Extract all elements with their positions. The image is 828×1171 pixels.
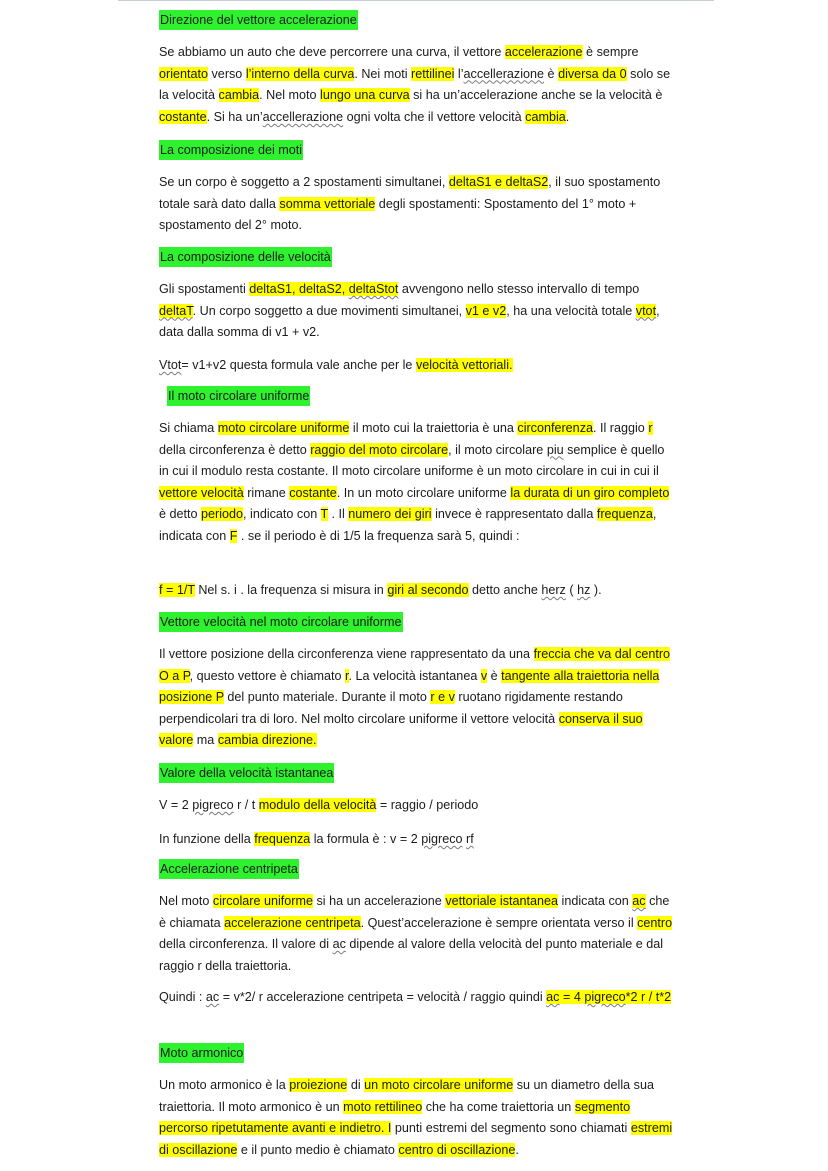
text-run: , questo vettore è chiamato [189, 668, 345, 683]
highlighted-text: moto rettilineo [343, 1099, 423, 1114]
section-heading: Vettore velocità nel moto circolare uniforme [159, 612, 403, 632]
highlighted-text: v1 e v2 [465, 303, 507, 318]
text-run: Gli spostamenti [159, 282, 250, 296]
section-heading: Direzione del vettore accelerazione [159, 10, 358, 30]
highlighted-text: segmento percorso ripetutamente avanti e indietro. I [159, 1099, 631, 1136]
highlighted-text: costante [159, 109, 207, 124]
highlighted-text: circonferenza [517, 421, 593, 435]
highlighted-text: pigreco [584, 990, 626, 1004]
highlighted-text: rettilinei [411, 66, 455, 81]
text-run: semplice è quello in cui il modulo resta costante. Il moto circolare uniforme è un moto circolare in cui in cui il [159, 442, 665, 479]
page-top-border [118, 0, 714, 1]
text-run: la formula è : v = 2 [310, 832, 422, 846]
highlighted-text: giri al secondo [387, 583, 469, 597]
text-run: In funzione della [159, 832, 255, 846]
highlighted-text: F [229, 528, 238, 543]
paragraph [159, 987, 674, 1009]
text-run: Nel moto [159, 894, 213, 908]
text-run: ma [193, 733, 218, 748]
section-heading-wrap [159, 612, 403, 632]
highlighted-text: modulo della velocità [258, 798, 377, 812]
text-run: indicata con [558, 894, 633, 908]
text-run: invece è rappresentato dalla [431, 507, 597, 522]
text-run: degli spostamenti: Spostamento del 1° moto + spostamento del 2° moto. [159, 196, 637, 233]
text-run: = v1+v2 questa formula vale anche per le [181, 358, 416, 372]
highlighted-text: circolare uniforme [212, 894, 313, 908]
text-run: . La velocità istantanea [348, 668, 481, 683]
highlighted-text: frequenza [596, 507, 653, 522]
text-run: punti estremi del segmento sono chiamati [391, 1121, 631, 1136]
spellcheck-word: ac [332, 937, 346, 952]
highlighted-text: frequenza [254, 832, 311, 846]
highlighted-text: r [648, 421, 653, 435]
text-run: ruotano rigidamente restando perpendicolari tra di loro. Nel molto circolare uniforme il vettore velocità [159, 690, 623, 726]
paragraph [159, 644, 674, 752]
paragraph [159, 279, 674, 344]
section-heading: Il moto circolare uniforme [167, 386, 310, 406]
text-run: . se il periodo è di 1/5 la frequenza sarà 5, quindi : [237, 528, 520, 543]
highlighted-text: la durata di un giro completo [510, 485, 670, 500]
text-run: su un diametro della sua traiettoria. Il moto armonico è un [159, 1078, 654, 1114]
text-run: si ha un’accelerazione anche se la velocità è [409, 88, 663, 103]
text-run: che ha come traiettoria un [422, 1099, 575, 1114]
text-run: , indicata con [159, 507, 657, 543]
highlighted-text: estremi di oscillazione [159, 1121, 673, 1157]
text-run: e il punto medio è chiamato [237, 1142, 399, 1157]
highlighted-text: numero dei giri [348, 507, 432, 522]
text-run: Il vettore posizione della circonferenza viene rappresentato da una [159, 647, 534, 661]
paragraph [159, 795, 674, 817]
text-run: del punto materiale. Durante il moto [223, 690, 431, 705]
highlighted-text: r [345, 668, 349, 683]
highlighted-text: vettoriale istantanea [445, 894, 559, 908]
highlighted-text: deltaT [159, 303, 193, 318]
text-run: Se abbiamo un auto che deve percorrere una curva, il vettore [159, 45, 505, 59]
text-run: il moto cui la traiettoria è una [349, 421, 518, 435]
section-heading-wrap [159, 763, 334, 783]
text-run: V = 2 [159, 798, 193, 812]
text-run: ogni volta che il vettore velocità [343, 109, 526, 124]
highlighted-text: T [320, 507, 328, 522]
text-run: è [544, 66, 559, 81]
highlighted-text: raggio del moto circolare [310, 442, 449, 457]
section-heading-wrap [159, 247, 332, 267]
text-run: ( [565, 583, 578, 597]
highlighted-text: *2 r / t*2 [625, 990, 672, 1004]
highlighted-text: centro di oscillazione [398, 1142, 516, 1157]
text-run: Nel s. i . la frequenza si misura in [194, 583, 388, 597]
text-run: avvengono nello stesso intervallo di tempo [398, 282, 640, 296]
highlighted-text: r e v [430, 690, 455, 705]
text-run: che è chiamata [159, 894, 670, 930]
highlighted-text: lungo una curva [320, 88, 410, 103]
section-heading-wrap [159, 1043, 244, 1063]
text-run: di [347, 1078, 365, 1092]
text-run: , il suo spostamento totale sarà dato dalla [159, 175, 661, 211]
text-run: della circonferenza. Il valore di [159, 937, 333, 952]
text-run: rimane [243, 485, 290, 500]
section-heading: Moto armonico [159, 1043, 244, 1063]
spellcheck-word: accellerazione [463, 66, 545, 81]
text-run: è detto [159, 507, 202, 522]
highlighted-text: velocità vettoriali. [415, 358, 513, 372]
section-heading-wrap [159, 10, 358, 30]
text-run: verso [208, 66, 246, 81]
highlighted-text: centro [637, 915, 673, 930]
highlighted-text: ac [546, 990, 560, 1004]
highlighted-text: somma vettoriale [279, 196, 376, 211]
text-run: . Quest’accelerazione è sempre orientata verso il [360, 915, 638, 930]
highlighted-text: accelerazione centripeta [224, 915, 361, 930]
highlighted-text: deltaS1, deltaS2, [249, 282, 349, 296]
text-run: della circonferenza è detto [159, 442, 311, 457]
highlighted-text: tangente alla traiettoria nella posizione P [159, 668, 660, 705]
text-run: . Il [327, 507, 349, 522]
section-heading: La composizione dei moti [159, 140, 303, 160]
section-heading: Accelerazione centripeta [159, 859, 299, 879]
spellcheck-word: piu [546, 442, 564, 457]
text-run: Un moto armonico è la [159, 1078, 290, 1092]
paragraph [159, 42, 674, 128]
paragraph [159, 580, 674, 602]
text-run: detto anche [468, 583, 542, 597]
spellcheck-word: rf [466, 832, 474, 846]
text-run: si ha un accelerazione [313, 894, 446, 908]
text-run: , indicato con [243, 507, 321, 522]
paragraph [159, 891, 674, 977]
text-run: solo se la velocità [159, 66, 671, 103]
spellcheck-word: herz [541, 583, 566, 597]
text-run: ). [590, 583, 602, 597]
paragraph [159, 829, 674, 851]
paragraph [159, 355, 674, 377]
highlighted-text: conserva il suo valore [159, 711, 643, 748]
text-run: . Nel moto [259, 88, 321, 103]
highlighted-text: costante [289, 485, 337, 500]
highlighted-text: accelerazione [504, 45, 583, 59]
text-run: è sempre [582, 45, 639, 59]
highlighted-text: cambia [218, 88, 260, 103]
section-heading-wrap [159, 140, 303, 160]
text-run: Si chiama [159, 421, 218, 435]
highlighted-text: un moto circolare uniforme [364, 1078, 514, 1092]
text-run: l’ [454, 66, 464, 81]
text-run: , data dalla somma di v1 + v2. [159, 303, 660, 340]
highlighted-text: orientato [159, 66, 209, 81]
spellcheck-word: accellerazione [262, 109, 344, 124]
text-run: = v*2/ r accelerazione centripeta = velocità / raggio quindi [219, 990, 547, 1004]
highlighted-text: deltaS1 e deltaS2 [448, 175, 549, 189]
section-heading-wrap [167, 386, 310, 406]
highlighted-text: vtot [635, 303, 657, 318]
highlighted-text: = 4 [559, 990, 585, 1004]
highlighted-text: ac [632, 894, 646, 908]
text-run: Quindi : [159, 990, 206, 1004]
text-run: . [515, 1142, 519, 1157]
section-heading: Valore della velocità istantanea [159, 763, 334, 783]
text-run: = raggio / periodo [376, 798, 479, 812]
highlighted-text: l’interno della curva [245, 66, 355, 81]
highlighted-text: f = 1/T [159, 583, 195, 597]
text-run: r / t [233, 798, 259, 812]
highlighted-text: v [480, 668, 488, 683]
paragraph [159, 1075, 674, 1161]
highlighted-text: deltaStot [348, 282, 399, 296]
spellcheck-word: pigreco [421, 832, 463, 846]
highlighted-text: vettore velocità [159, 485, 244, 500]
highlighted-text: freccia che va dal centro O a P [159, 647, 671, 683]
spellcheck-word: ac [205, 990, 220, 1004]
text-run: . In un moto circolare uniforme [336, 485, 511, 500]
spellcheck-word: hz [577, 583, 591, 597]
highlighted-text: diversa da 0 [558, 66, 627, 81]
text-run: . Si ha un’ [206, 109, 263, 124]
text-run: . [565, 109, 570, 124]
text-run: è [487, 668, 502, 683]
paragraph [159, 418, 674, 548]
highlighted-text: cambia [525, 109, 566, 124]
highlighted-text: moto circolare uniforme [217, 421, 350, 435]
text-run: . Nei moti [354, 66, 412, 81]
spellcheck-word: pigreco [192, 798, 234, 812]
highlighted-text: proiezione [289, 1078, 348, 1092]
section-heading: La composizione delle velocità [159, 247, 332, 267]
paragraph [159, 172, 674, 237]
highlighted-text: cambia direzione. [217, 733, 317, 748]
text-run: dipende al valore della velocità del punto materiale e dal raggio r della traiettoria. [159, 937, 664, 973]
text-run: . Un corpo soggetto a due movimenti simultanei, [192, 303, 466, 318]
spellcheck-word: Vtot [159, 358, 182, 372]
highlighted-text: periodo [201, 507, 244, 522]
text-run: . Il raggio [593, 421, 649, 435]
text-run: Se un corpo è soggetto a 2 spostamenti simultanei, [159, 175, 449, 189]
text-run: , ha una velocità totale [506, 303, 636, 318]
text-run: , il moto circolare [448, 442, 547, 457]
section-heading-wrap [159, 859, 299, 879]
